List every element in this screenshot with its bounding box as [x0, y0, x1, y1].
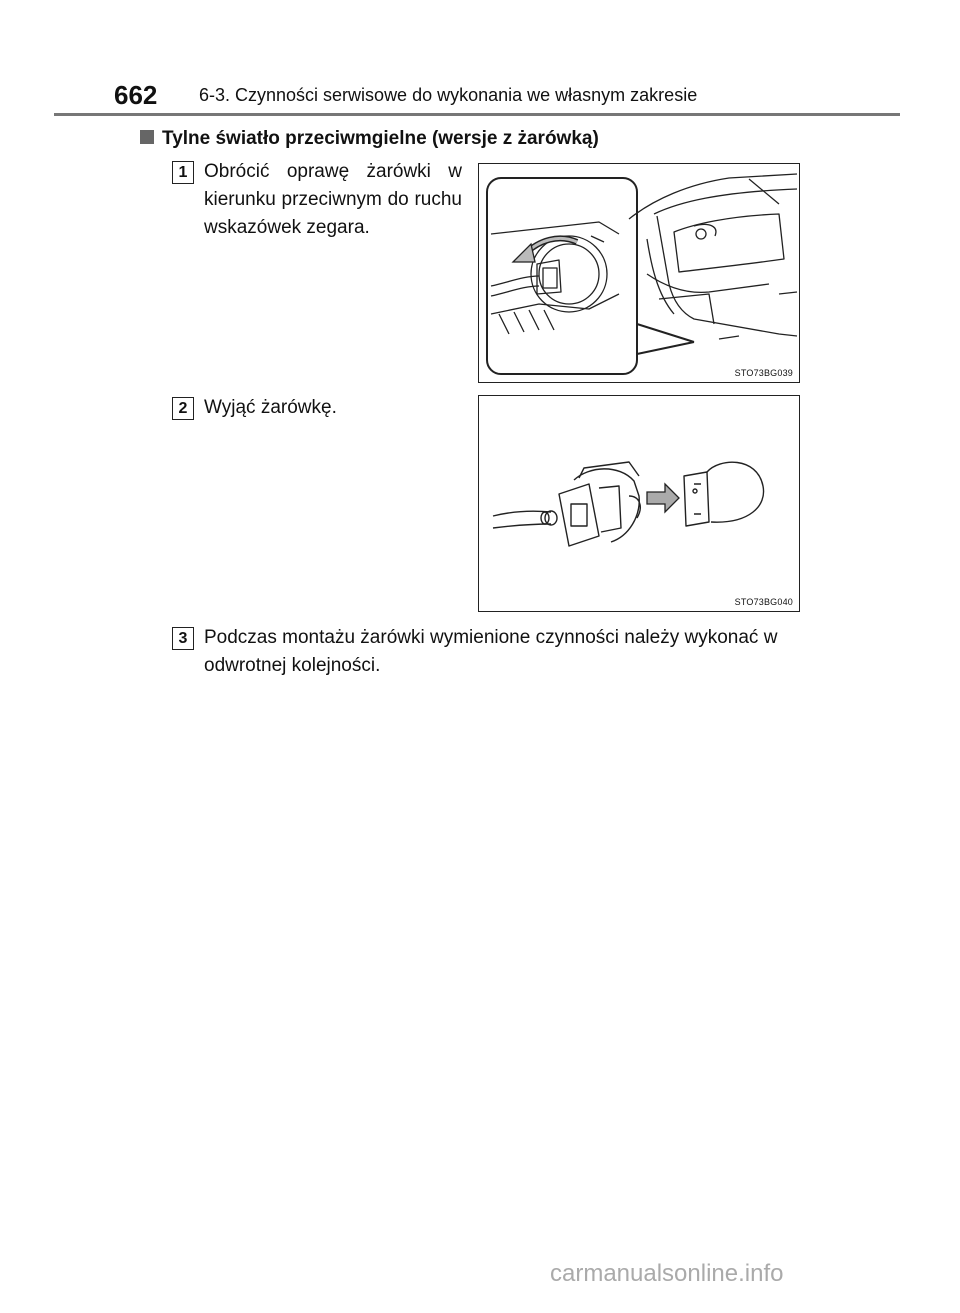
footer-watermark: carmanualsonline.info [550, 1260, 784, 1287]
step-1-text: Obrócić oprawę żarówki w kierunku przeciwnym do ruchu wskazówek zegara. [204, 161, 462, 238]
step-3-text: Podczas montażu żarówki wymienione czynności należy wykonać w odwrotnej kolejności. [204, 627, 778, 676]
step-3-number: 3 [172, 627, 194, 650]
page-number: 662 [114, 80, 158, 110]
bulb-removal-illustration [479, 396, 799, 611]
figure-remove-bulb [478, 395, 800, 612]
step-1-number: 1 [172, 161, 194, 184]
step-2-text: Wyjąć żarówkę. [204, 397, 337, 418]
bullet-square-icon [140, 130, 154, 144]
section-title: 6-3. Czynności serwisowe do wykonania we własnym zakresie [199, 85, 698, 105]
heading-text: Tylne światło przeciwmgielne (wersje z żarówką) [162, 128, 599, 149]
page-header [54, 80, 900, 116]
figure-rotate-bulb-socket [478, 163, 800, 383]
header-rule [54, 113, 900, 116]
step-2-number: 2 [172, 397, 194, 420]
figure-code: STO73BG039 [734, 368, 793, 378]
rear-bumper-illustration [479, 164, 799, 382]
subsection-heading [140, 128, 599, 150]
figure-code: STO73BG040 [734, 597, 793, 607]
